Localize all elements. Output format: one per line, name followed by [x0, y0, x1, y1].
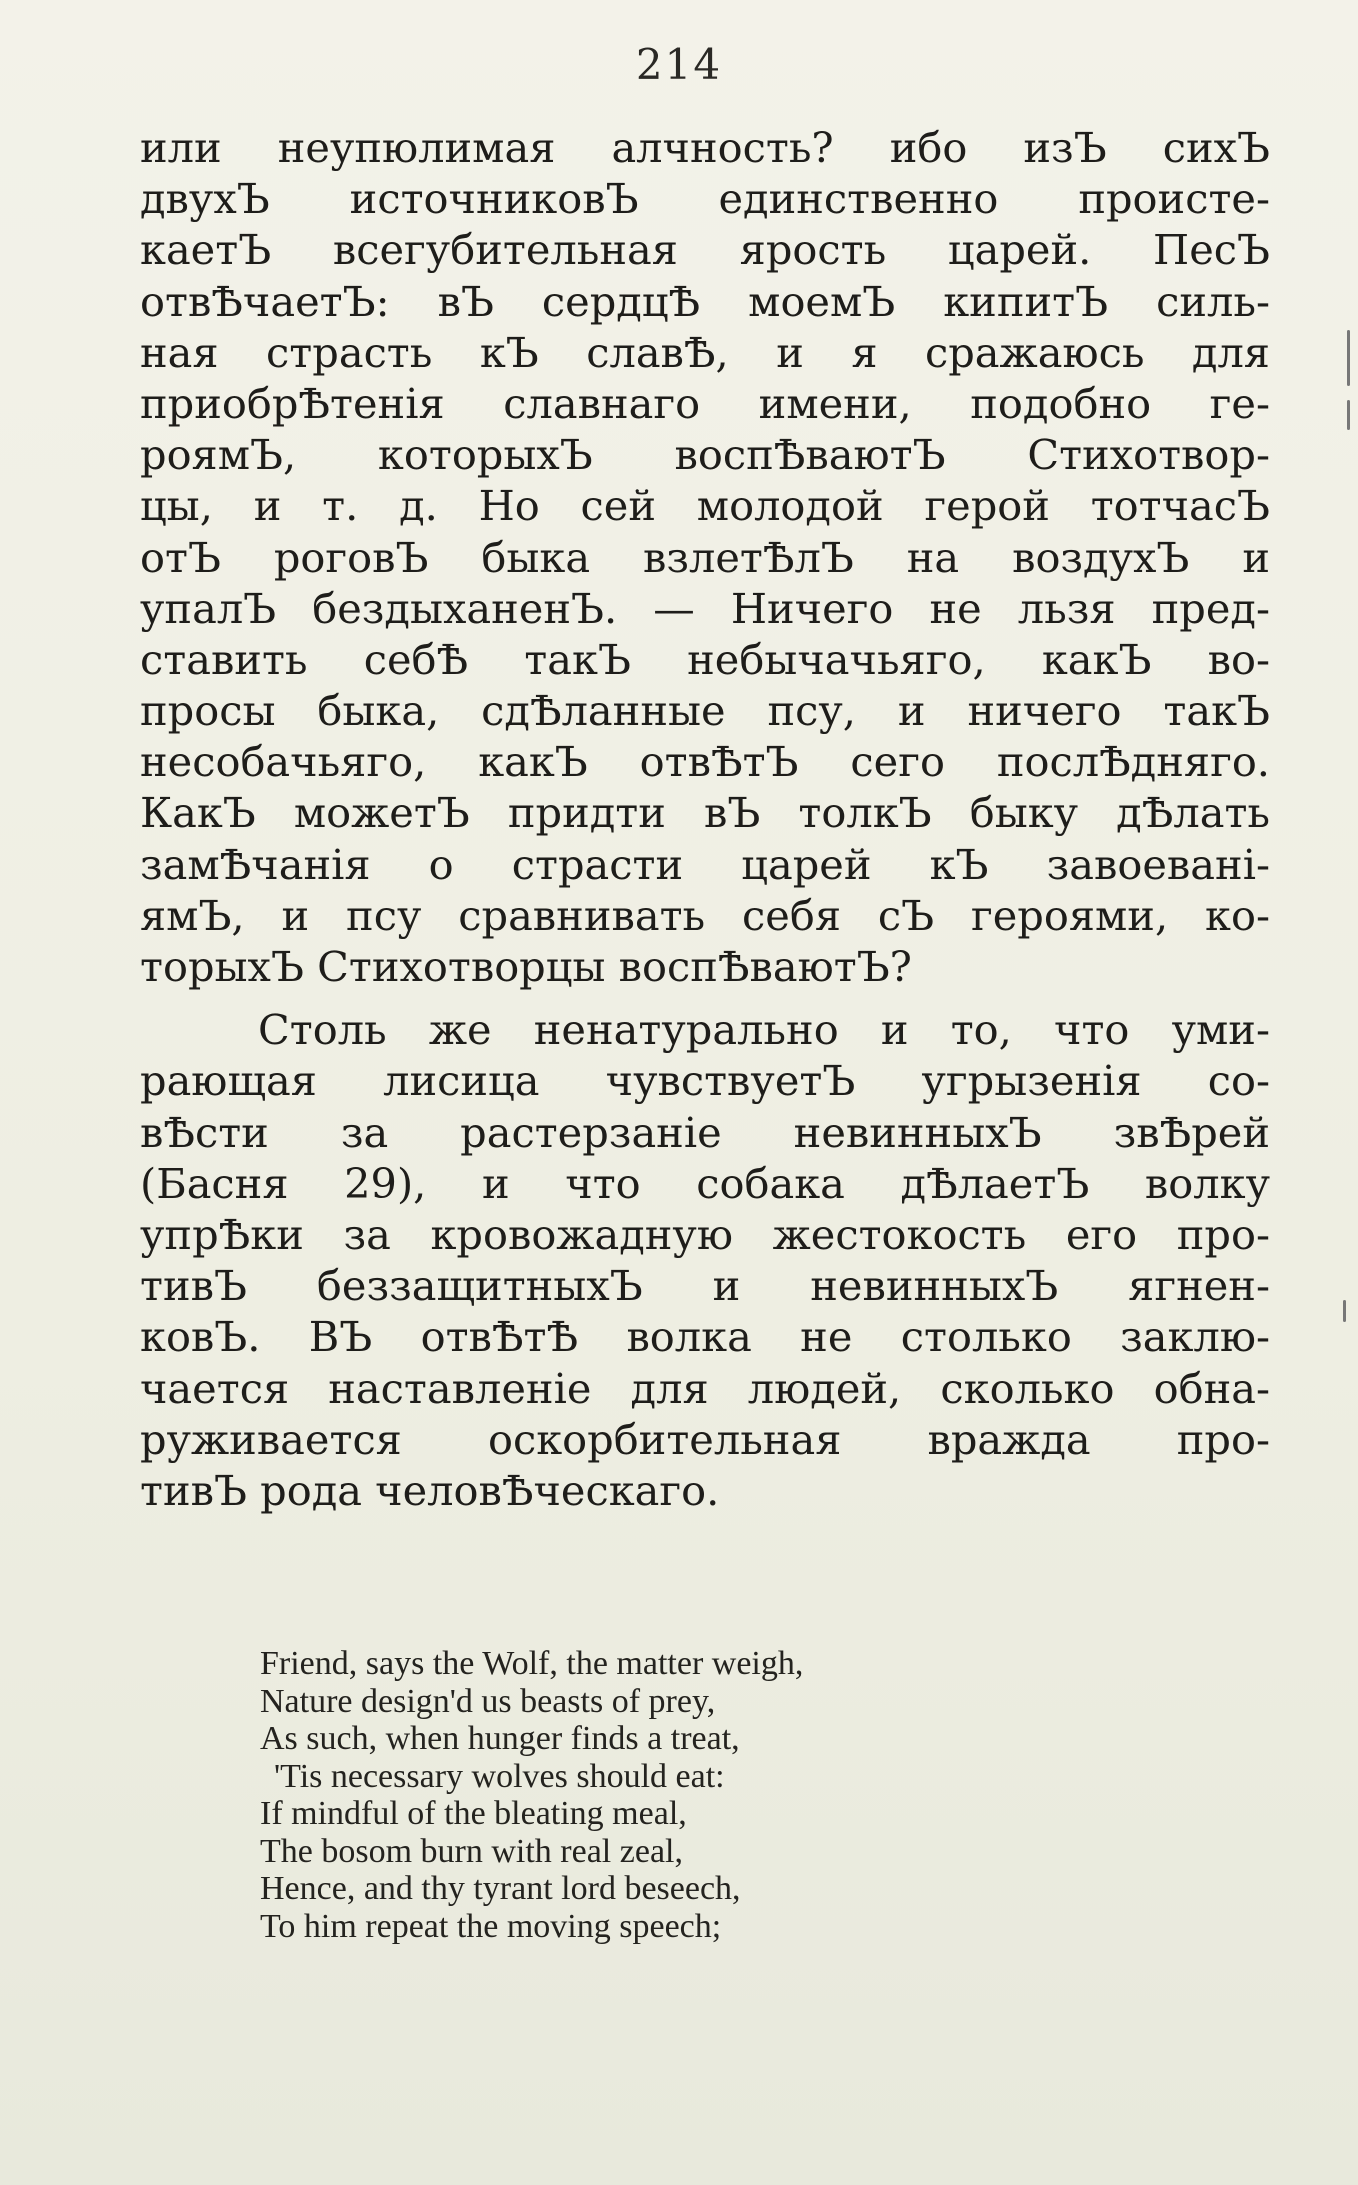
text-line: просы быка, сдѢланные псу, и ничего такЪ [140, 686, 1270, 736]
verse-line: Hence, and thy tyrant lord beseech, [260, 1870, 741, 1907]
text-line: рающая лисица чувствуетЪ угрызенія со- [140, 1056, 1270, 1106]
text-line: упалЪ бездыханенЪ. — Ничего не льзя пред- [140, 583, 1270, 633]
verse-line: 'Tis necessary wolves should eat: [274, 1757, 725, 1795]
text-line: КакЪ можетЪ придти вЪ толкЪ быку дѢлать [140, 788, 1270, 838]
text-line: роямЪ, которыхЪ воспѢваютЪ Стихотвор- [140, 430, 1270, 480]
page-number: 214 [635, 40, 723, 89]
verse-line: To him repeat the moving speech; [260, 1907, 722, 1945]
text-line: ковЪ. ВЪ отвѢтѢ волка не столько заклю- [140, 1312, 1270, 1362]
text-line: ямЪ, и псу сравнивать себя сЪ героями, ко- [140, 890, 1270, 940]
verse-line: Nature design'd us beasts of prey, [260, 1682, 716, 1720]
body-text [140, 122, 1270, 1516]
text-line: отвѢчаетЪ: вЪ сердцѢ моемЪ кипитЪ силь- [140, 276, 1270, 326]
verse-quote [260, 1645, 1260, 1945]
text-line: тивЪ беззащитныхЪ и невинныхЪ ягнен- [140, 1261, 1270, 1311]
verse-line: Friend, says the Wolf, the matter weigh, [260, 1645, 804, 1682]
page-edge-mark [1347, 330, 1350, 386]
text-line: ставить себѢ такЪ небычачьяго, какЪ во- [140, 634, 1270, 684]
text-line: или неупюлимая алчность? ибо изЪ сихЪ [140, 123, 1270, 172]
text-line: упрѢки за кровожадную жестокость его про- [140, 1209, 1270, 1259]
text-line: цы, и т. д. Но сей молодой герой тотчасЪ [140, 481, 1270, 531]
text-line: отЪ роговЪ быка взлетѢлЪ на воздухЪ и [140, 532, 1270, 582]
text-line: несобачьяго, какЪ отвѢтЪ сего послѢдняго. [140, 737, 1270, 787]
text-line: Столь же ненатурально и то, что уми- [258, 1005, 1270, 1055]
text-line: (Басня 29), и что собака дѢлаетЪ волку [140, 1158, 1270, 1208]
text-line: каетЪ всегубительная ярость царей. ПесЪ [140, 225, 1270, 275]
page-edge-mark [1343, 1300, 1346, 1322]
text-line: руживается оскорбительная вражда про- [140, 1414, 1270, 1464]
text-line: ная страсть кЪ славѢ, и я сражаюсь для [140, 327, 1270, 377]
text-line: приобрѢтенія славнаго имени, подобно ге- [140, 378, 1270, 428]
paragraph-gap [140, 992, 1270, 1004]
text-line: тивЪ рода человѢческаго. [140, 1465, 720, 1515]
paragraph-1 [140, 122, 1270, 992]
text-line: двухЪ источниковЪ единственно происте- [140, 174, 1270, 224]
text-line: вѢсти за растерзаніе невинныхЪ звѢрей [140, 1107, 1270, 1157]
paragraph-2 [140, 1004, 1270, 1516]
text-line: торыхЪ Стихотворцы воспѢваютЪ? [140, 942, 912, 991]
page-edge-mark [1347, 400, 1350, 430]
text-line: чается наставленіе для людей, сколько обна- [140, 1363, 1270, 1413]
verse-line: As such, when hunger finds a treat, [260, 1720, 740, 1757]
text-line: замѢчанія о страсти царей кЪ завоевані- [140, 839, 1270, 889]
verse-line: The bosom burn with real zeal, [260, 1832, 683, 1870]
verse-line: If mindful of the bleating meal, [260, 1795, 687, 1832]
